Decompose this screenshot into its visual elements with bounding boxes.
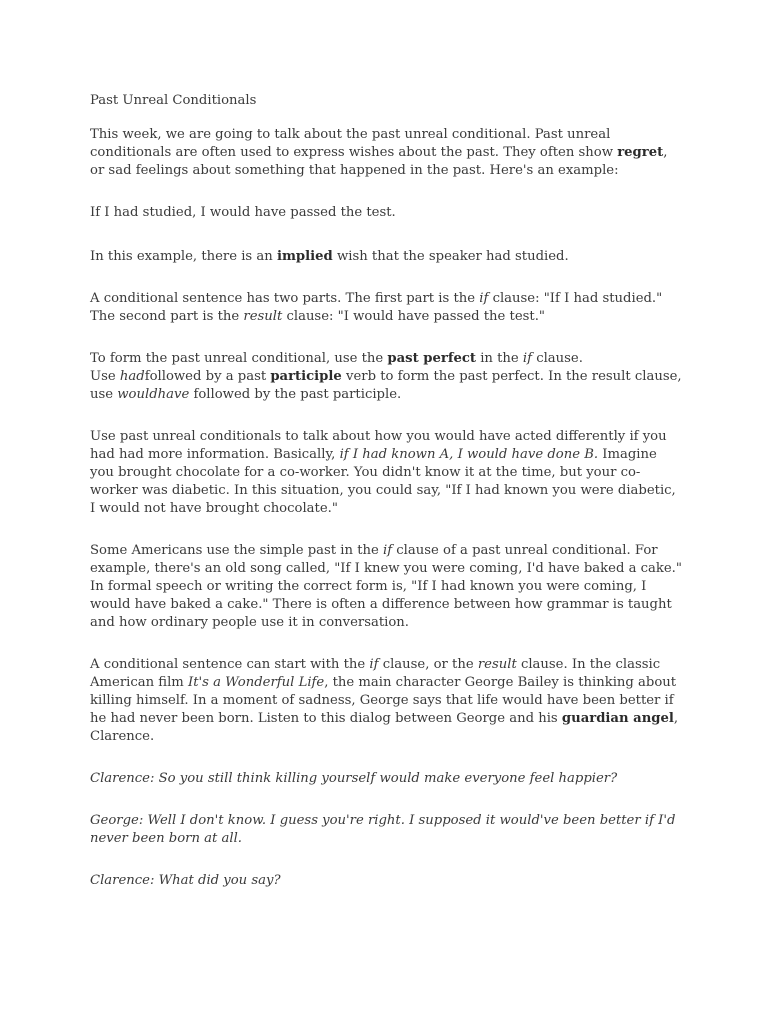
usage-paragraph <box>90 428 682 518</box>
bold-term-past-perfect: past perfect <box>387 351 477 366</box>
text-run: In this example, there is an <box>90 249 277 264</box>
text-run: verb to form the past perfect. In the result clause, use <box>90 369 682 402</box>
italic-term-if: if <box>479 291 489 306</box>
italic-term-result: result <box>477 657 517 672</box>
text-run: clause of a past unreal conditional. For example, there's an old song called, "If I knew you were coming, I'd have baked a cake." In formal speech or writing the correct form is, "If I had known you were coming, I would have baked a cake." There is often a difference between how grammar is taught and how ordinary people use it in conversation. <box>90 543 682 630</box>
dialog-line-george: George: Well I don't know. I guess you're right. I supposed it would've been better if I'd never been born at all. <box>90 813 676 846</box>
implied-paragraph <box>90 248 682 266</box>
bold-term-implied: implied <box>276 249 333 264</box>
bold-term-regret: regret <box>617 145 664 160</box>
text-run: followed by the past participle. <box>189 387 402 402</box>
text-run: Use <box>90 369 120 384</box>
text-run: To form the past unreal conditional, use the <box>90 351 388 366</box>
text-run: clause. In the classic American film <box>90 657 661 690</box>
italic-term-had: had <box>119 369 145 384</box>
text-run: wish that the speaker had studied. <box>332 249 569 264</box>
italic-film-title: It's a Wonderful Life <box>188 675 325 690</box>
americans-paragraph <box>90 542 682 632</box>
document-page <box>90 92 682 914</box>
bold-term-participle: participle <box>270 369 342 384</box>
text-run: in the <box>476 351 523 366</box>
dialog-line-clarence: Clarence: So you still think killing yourself would make everyone feel happier? <box>90 771 618 786</box>
text-run: clause, or the <box>378 657 478 672</box>
bold-term-guardian-angel: guardian angel <box>561 711 674 726</box>
text-run: This week, we are going to talk about the past unreal conditional. Past unreal conditionals are often used to express wishes about the past. They often show <box>90 127 618 160</box>
text-run: , or sad feelings about something that happened in the past. Here's an example: <box>90 145 668 178</box>
italic-term-wouldhave: wouldhave <box>117 387 190 402</box>
two-parts-paragraph <box>90 290 682 326</box>
intro-paragraph <box>90 126 682 180</box>
text-run: A conditional sentence has two parts. The first part is the <box>90 291 480 306</box>
text-run: , the main character George Bailey is thinking about killing himself. In a moment of sadness, George says that life would have been better if he had never been born. Listen to this dialog between George and his <box>90 675 677 726</box>
text-run: clause: "I would have passed the test." <box>282 309 545 324</box>
text-run: A conditional sentence can start with the <box>90 657 370 672</box>
film-paragraph <box>90 656 682 746</box>
page-title: Past Unreal Conditionals <box>90 93 257 108</box>
italic-term-if: if <box>522 351 533 366</box>
dialog-line-clarence-2: Clarence: What did you say? <box>90 873 281 888</box>
text-run: Use past unreal conditionals to talk about how you would have acted differently if you had had more information. Basically, <box>90 429 667 462</box>
form-paragraph <box>90 350 682 404</box>
example-sentence: If I had studied, I would have passed the test. <box>90 205 396 220</box>
text-run: , Clarence. <box>90 711 679 744</box>
text-run: followed by a past <box>144 369 271 384</box>
italic-term-if: if <box>382 543 393 558</box>
text-run: clause: "If I had studied." The second part is the <box>90 291 663 324</box>
italic-formula: if I had known A, I would have done B. <box>339 447 599 462</box>
italic-term-result: result <box>243 309 283 324</box>
italic-term-if: if <box>369 657 379 672</box>
text-run: Some Americans use the simple past in the <box>90 543 383 558</box>
text-run: clause. <box>532 351 583 366</box>
text-run: Imagine you brought chocolate for a co-worker. You didn't know it at the time, but your co-worker was diabetic. In this situation, you could say, "If I had known you were diabetic, I would not have brought chocolate." <box>90 447 676 516</box>
